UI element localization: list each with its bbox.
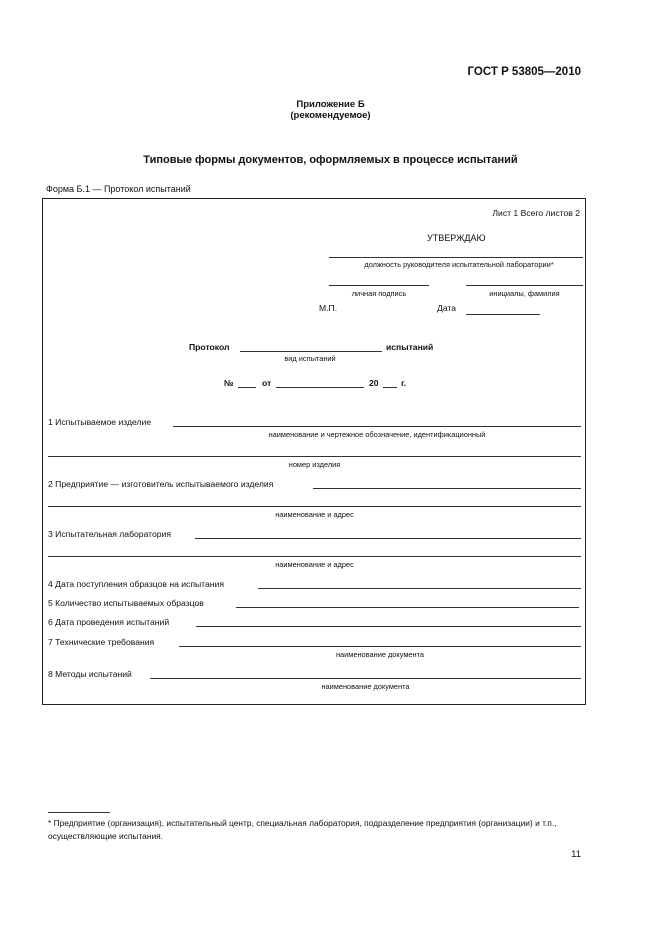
number-line[interactable] [238, 387, 256, 388]
field-8-caption: наименование документа [321, 682, 410, 691]
year-line[interactable] [383, 387, 397, 388]
field-2-line-2[interactable] [48, 506, 581, 507]
field-2-caption: наименование и адрес [275, 510, 354, 519]
date-from-line[interactable] [276, 387, 364, 388]
standard-number: ГОСТ Р 53805—2010 [467, 66, 581, 78]
field-1-caption-2: номер изделия [288, 460, 341, 469]
date-label: Дата [437, 303, 457, 313]
document-title: Типовые формы документов, оформляемых в процессе испытаний [143, 154, 518, 166]
annex-status: (рекомендуемое) [290, 110, 371, 121]
page-number: 11 [571, 849, 581, 860]
protocol-form-frame [42, 198, 586, 705]
field-5-label: 5 Количество испытываемых образцов [48, 598, 204, 608]
seal-label: М.П. [319, 303, 338, 313]
field-2-line[interactable] [313, 488, 581, 489]
position-line[interactable] [329, 257, 583, 258]
from-word: от [262, 378, 272, 388]
field-3-line[interactable] [195, 538, 581, 539]
year-suffix: г. [401, 378, 407, 388]
signature-caption: личная подпись [351, 289, 407, 298]
year-prefix: 20 [369, 378, 379, 388]
field-1-caption: наименование и чертежное обозначение, идентификационный [268, 430, 486, 439]
field-3-line-2[interactable] [48, 556, 581, 557]
approve-heading: УТВЕРЖДАЮ [427, 233, 486, 243]
date-line[interactable] [466, 314, 540, 315]
test-type-caption: вид испытаний [284, 354, 336, 363]
field-1-label: 1 Испытываемое изделие [48, 417, 152, 427]
field-1-line[interactable] [173, 426, 581, 427]
field-7-line[interactable] [179, 646, 581, 647]
field-3-caption: наименование и адрес [275, 560, 354, 569]
field-7-label: 7 Технические требования [48, 637, 155, 647]
field-4-line[interactable] [258, 588, 581, 589]
field-2-label: 2 Предприятие — изготовитель испытываемого изделия [48, 479, 274, 489]
field-1-line-2[interactable] [48, 456, 581, 457]
field-7-caption: наименование документа [335, 650, 425, 659]
number-sign: № [224, 378, 234, 388]
tests-word: испытаний [386, 342, 434, 352]
sheet-info: Лист 1 Всего листов 2 [492, 208, 580, 218]
footnote: * Предприятие (организация), испытательный центр, специальная лаборатория, подразделение предприятия (организации) и т.п., осуществляющие испытания. [48, 818, 557, 841]
field-8-line[interactable] [150, 678, 581, 679]
signature-line[interactable] [329, 285, 429, 286]
field-3-label: 3 Испытательная лаборатория [48, 529, 172, 539]
annex-heading [0, 99, 661, 121]
field-6-line[interactable] [196, 626, 581, 627]
footnote-rule [48, 812, 110, 813]
protocol-word: Протокол [189, 342, 230, 352]
position-caption: должность руководителя испытательной лаборатории* [364, 260, 554, 269]
test-type-line[interactable] [240, 351, 382, 352]
field-8-label: 8 Методы испытаний [48, 669, 132, 679]
initials-caption: инициалы, фамилия [489, 289, 560, 298]
field-6-label: 6 Дата проведения испытаний [48, 617, 170, 627]
initials-line[interactable] [466, 285, 583, 286]
field-4-label: 4 Дата поступления образцов на испытания [48, 579, 224, 589]
field-5-line[interactable] [236, 607, 579, 608]
form-caption: Форма Б.1 — Протокол испытаний [46, 184, 191, 194]
annex-title: Приложение Б [296, 99, 365, 110]
